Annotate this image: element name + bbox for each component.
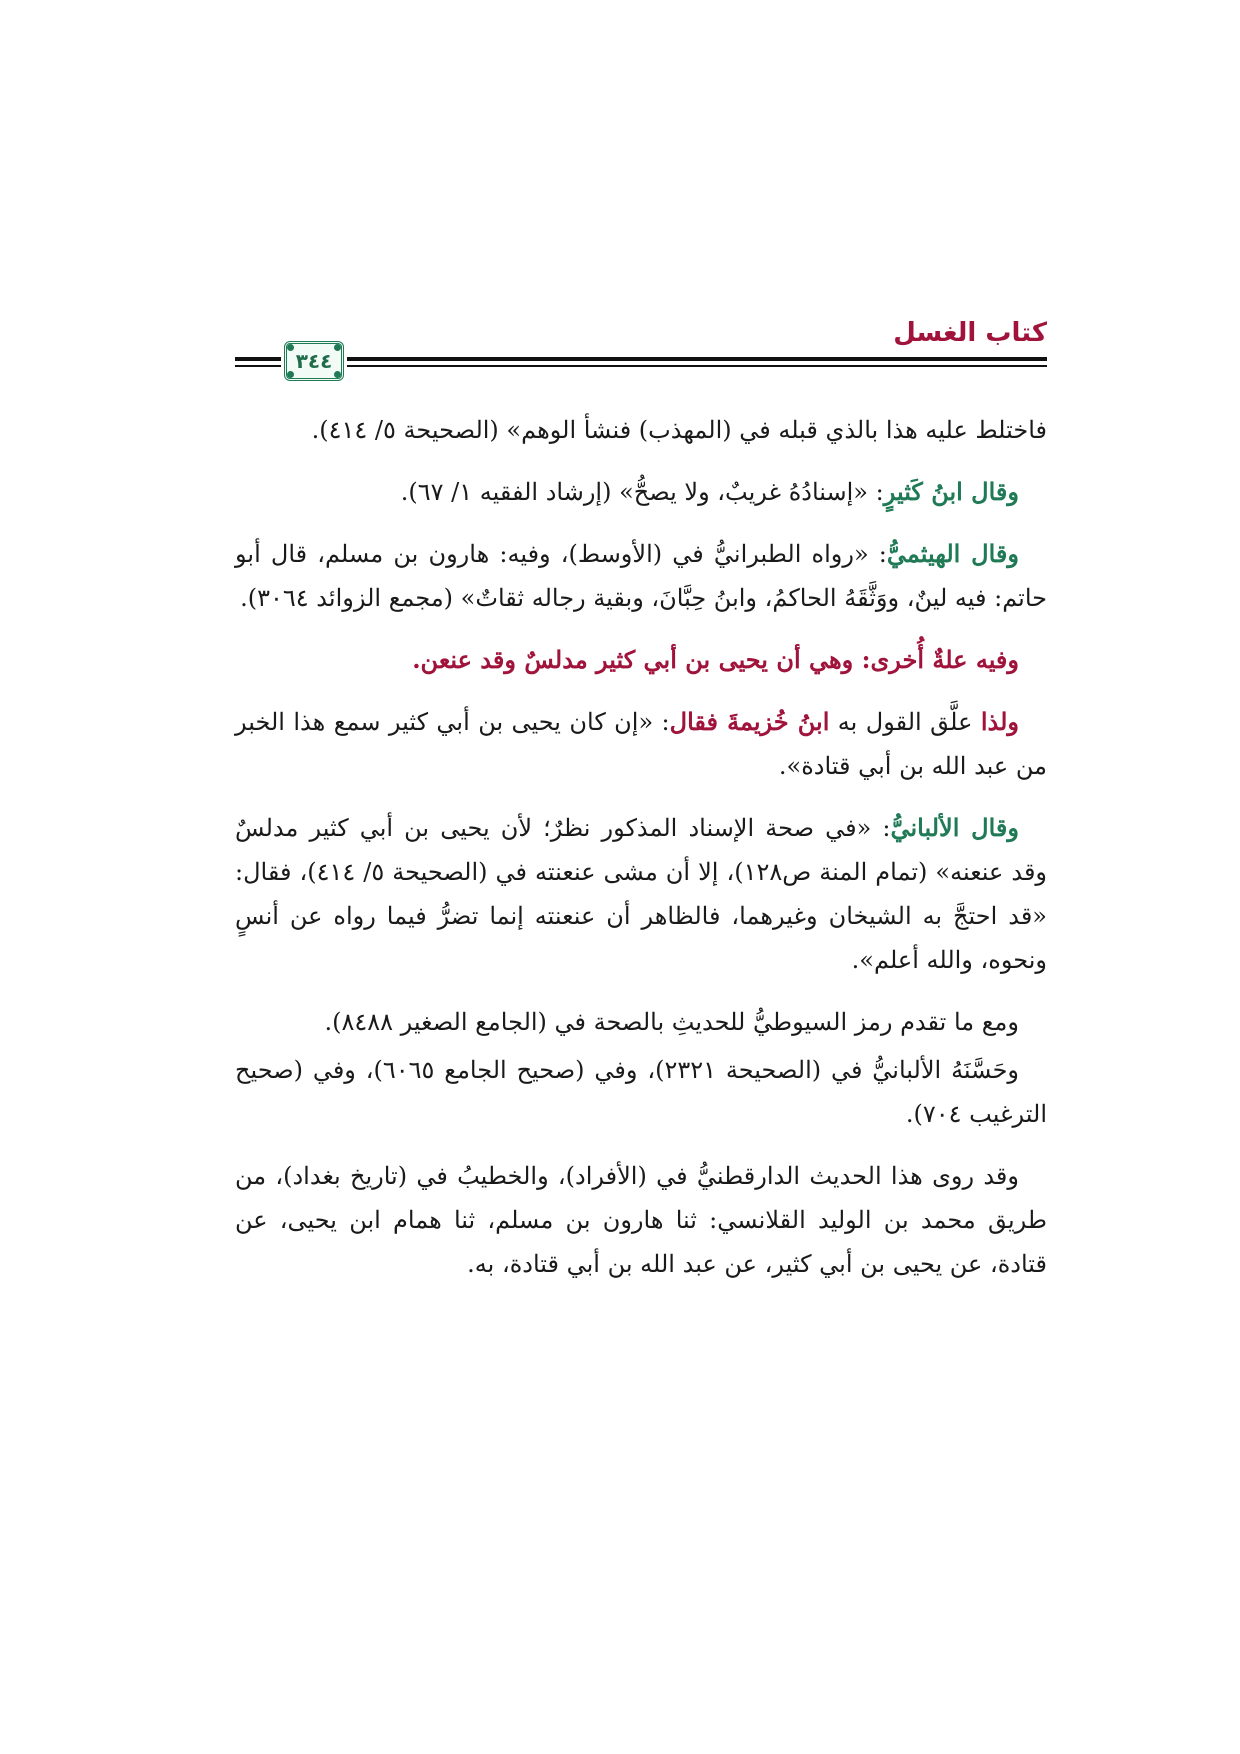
paragraph-4-highlight: وفيه علةٌ أُخرى: وهي أن يحيى بن أبي كثير مدلسٌ وقد عنعن. [412, 645, 1019, 674]
book-title: كتاب الغسل [893, 318, 1047, 348]
paragraph-2 [235, 470, 1047, 514]
paragraph-text: : «في صحة الإسناد المذكور نظرٌ؛ لأن يحيى بن أبي كثير مدلسٌ وقد عنعنه» (تمام المنة ص١٢٨)، إلا أن مشى عنعنته في (الصحيحة ٥/ ٤١٤)، فقال: «قد احتجَّ به الشيخان وغيرهما، فالظاهر أن عنعنته إنما تضرُّ فيما رواه عن أنسٍ ونحوه، والله أعلم». [235, 814, 1048, 974]
paragraph-3 [235, 532, 1047, 620]
header-rule [235, 357, 1047, 369]
paragraph-1: فاختلط عليه هذا بالذي قبله في (المهذب) فنشأ الوهم» (الصحيحة ٥/ ٤١٤). [311, 416, 1047, 444]
paragraph-5 [235, 700, 1047, 788]
paragraph-text: علَّق القول به [829, 708, 981, 736]
page-header [235, 318, 1047, 388]
paragraph-text: : «إسنادُهُ غريبٌ، ولا يصحُّ» (إرشاد الفقيه ١/ ٦٧). [400, 478, 884, 506]
header-rule-thin [235, 365, 1047, 367]
speaker-name: ابنُ خُزيمةَ فقال [669, 707, 830, 736]
speaker-name: وقال ابنُ كَثيرٍ [883, 477, 1019, 506]
speaker-name: وقال الهيثميُّ [886, 539, 1019, 568]
page-number: ٣٤٤ [295, 349, 333, 373]
connector-word: ولذا [980, 707, 1019, 736]
ornament-corner-icon [334, 344, 341, 351]
speaker-name: وقال الألبانيُّ [890, 813, 1019, 842]
paragraph-8: وحَسَّنَهُ الألبانيُّ في (الصحيحة ٢٣٢١)، وفي (صحيح الجامع ٦٠٦٥)، وفي (صحيح الترغيب ٧٠٤). [235, 1056, 1047, 1128]
paragraph-text: : «رواه الطبرانيُّ في (الأوسط)، وفيه: هارون بن مسلم، قال أبو حاتم: فيه لينٌ، ووَثَّقَهُ الحاكمُ، وابنُ حِبَّانَ، وبقية رجاله ثقاتٌ» (مجمع الزوائد ٣٠٦٤). [235, 540, 1047, 612]
ornament-corner-icon [287, 344, 294, 351]
ornament-corner-icon [287, 371, 294, 378]
page-number-frame [284, 341, 344, 381]
paragraph-7: ومع ما تقدم رمز السيوطيُّ للحديثِ بالصحة في (الجامع الصغير ٨٤٨٨). [324, 1008, 1019, 1036]
paragraph-text: : «إن كان يحيى بن أبي كثير سمع هذا الخبر من عبد الله بن أبي قتادة». [235, 708, 1047, 780]
paragraph-6 [235, 806, 1047, 982]
page-number-badge [281, 338, 347, 384]
page-body [235, 408, 1047, 1304]
ornament-corner-icon [334, 371, 341, 378]
paragraph-9: وقد روى هذا الحديث الدارقطنيُّ في (الأفراد)، والخطيبُ في (تاريخ بغداد)، من طريق محمد بن الوليد القلانسي: ثنا هارون بن مسلم، ثنا همام ابن يحيى، عن قتادة، عن يحيى بن أبي كثير، عن عبد الله بن أبي قتادة، به. [235, 1162, 1047, 1278]
header-rule-thick [235, 357, 1047, 361]
